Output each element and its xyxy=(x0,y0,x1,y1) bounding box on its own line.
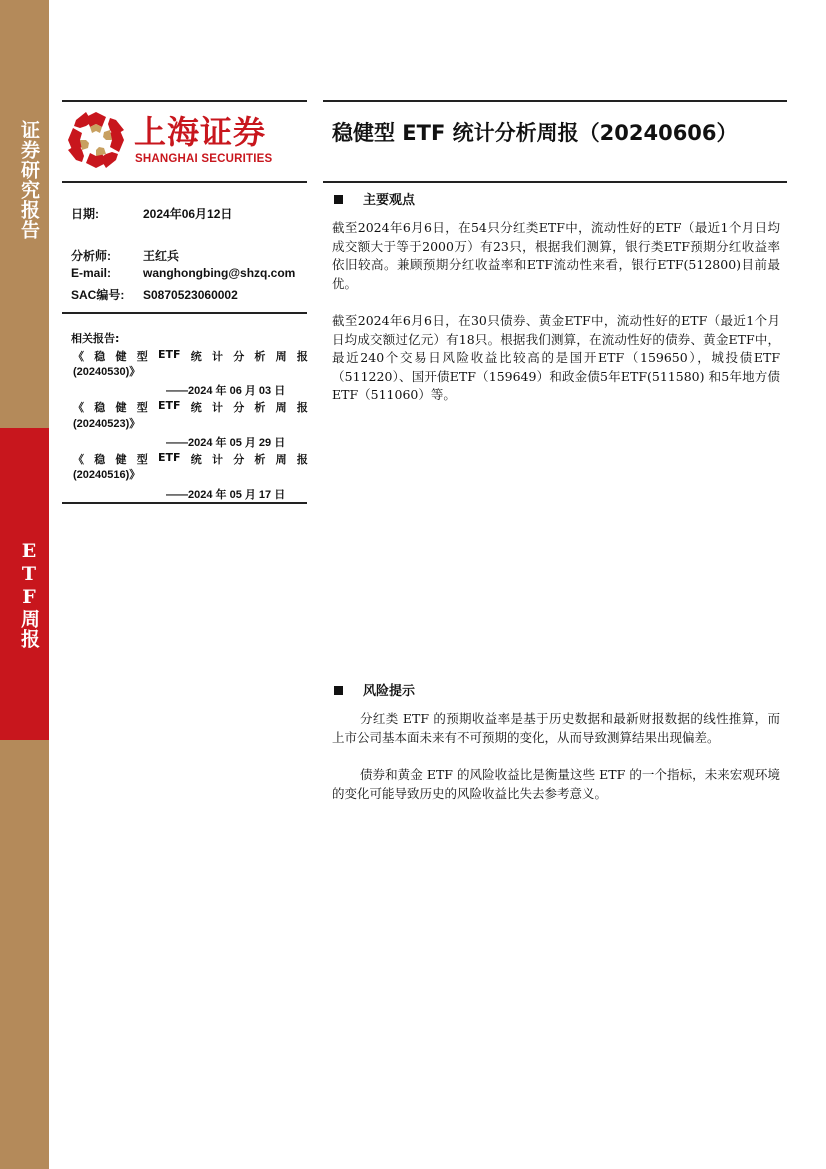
related-report-1-id: (20240530)》 xyxy=(73,366,141,378)
main-points-paragraph-1: 截至2024年6月6日，在54只分红类ETF中，流动性好的ETF（最近1个月日均成交额大于等于2000万）有23只，根据我们测算，银行类ETF预期分红收益率依旧较高。兼顾预期分红收益率和ETF流动性来看，银行ETF(512800)目前最优。 xyxy=(332,220,780,291)
header-bottom-rule-left xyxy=(62,181,307,183)
related-report-2-id: (20240523)》 xyxy=(73,418,141,430)
side-band xyxy=(0,0,49,1169)
date-row xyxy=(71,205,232,222)
related-reports-heading: 相关报告: xyxy=(71,332,120,345)
info-divider-rule xyxy=(62,312,307,314)
related-report-3-title[interactable]: 《 稳 健 型 ETF 统 计 分 析 周 报 xyxy=(73,451,308,466)
related-report-2-date: ——2024 年 05 月 29 日 xyxy=(166,437,286,449)
related-report-3-id: (20240516)》 xyxy=(73,469,141,481)
related-report-1-title[interactable]: 《 稳 健 型 ETF 统 计 分 析 周 报 xyxy=(73,348,308,363)
report-type-label: 证券研究报告 xyxy=(18,120,40,240)
risk-paragraph-1: 分红类 ETF 的预期收益率是基于历史数据和最新财报数据的线性推算，而上市公司基本面未来有不可预期的变化，从而导致测算结果出现偏差。 xyxy=(332,711,780,745)
analyst-value: 王红兵 xyxy=(143,249,180,263)
sac-value: S0870523060002 xyxy=(143,288,238,302)
email-value[interactable]: wanghongbing@shzq.com xyxy=(143,266,296,280)
main-points-paragraph-2: 截至2024年6月6日，在30只债券、黄金ETF中，流动性好的ETF（最近1个月日均成交额过亿元）有18只。根据我们测算，在流动性好的债券、黄金ETF中，最近240个交易日风险收益比较高的是国开ETF（159650），城投债ETF（511220）、国开债ETF（159649）和政金债5年ETF(511580) 和5年地方债ETF（511060）等。 xyxy=(332,313,780,402)
sac-label: SAC编号: xyxy=(71,288,125,302)
email-row xyxy=(71,266,295,280)
related-bottom-rule xyxy=(62,502,307,504)
related-report-1-date: ——2024 年 06 月 03 日 xyxy=(166,385,286,397)
header-top-rule-right xyxy=(323,100,787,102)
report-category-label: ETF周报 xyxy=(18,540,40,649)
header-bottom-rule-right xyxy=(323,181,787,183)
related-report-2-title[interactable]: 《 稳 健 型 ETF 统 计 分 析 周 报 xyxy=(73,399,308,414)
analyst-label: 分析师: xyxy=(71,249,111,263)
date-label: 日期: xyxy=(71,207,99,221)
report-title: 稳健型 ETF 统计分析周报（20240606） xyxy=(332,121,738,145)
header-top-rule-left xyxy=(62,100,307,102)
shanghai-securities-logo-icon xyxy=(66,110,126,170)
risk-paragraph-2: 债券和黄金 ETF 的风险收益比是衡量这些 ETF 的一个指标，未来宏观环境的变化可能导致历史的风险收益比失去参考意义。 xyxy=(332,767,780,801)
main-points-heading: 主要观点 xyxy=(334,189,415,208)
date-value: 2024年06月12日 xyxy=(143,207,233,221)
related-report-3-date: ——2024 年 05 月 17 日 xyxy=(166,489,286,501)
square-bullet-icon xyxy=(334,195,343,204)
sac-row xyxy=(71,286,238,303)
risk-heading: 风险提示 xyxy=(334,680,415,699)
logo-english-name: SHANGHAI SECURITIES xyxy=(135,153,273,165)
square-bullet-icon xyxy=(334,686,343,695)
email-label: E-mail: xyxy=(71,266,112,280)
analyst-row xyxy=(71,247,179,264)
logo-chinese-name: 上海证券 xyxy=(134,113,267,151)
